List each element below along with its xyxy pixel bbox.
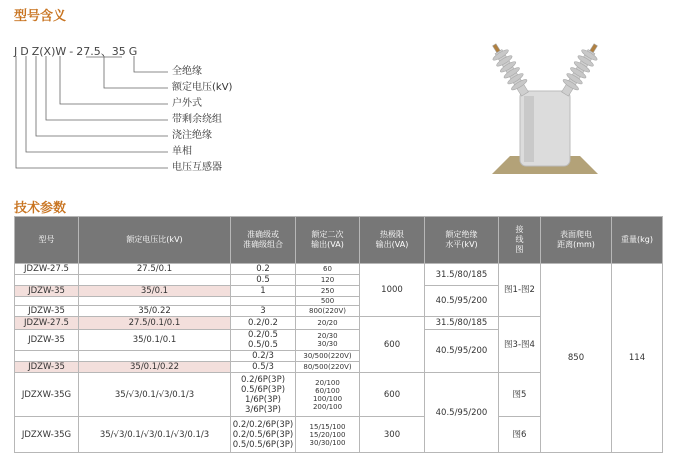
table-cell: 图3-图4 [499,317,541,373]
table-cell: 600 [360,373,425,417]
table-cell: 0.5 [231,275,296,286]
table-cell: JDZW-35 [15,362,79,373]
table-cell: 250 [296,286,360,297]
table-cell: JDZXW-35G [15,373,79,417]
table-cell: 80/500(220V) [296,362,360,373]
col-header: 接 线 图 [499,217,541,264]
col-header: 额定绝缘 水平(kV) [425,217,499,264]
table-cell: 35/0.1/0.22 [79,362,231,373]
table-cell: JDZW-35 [15,306,79,317]
col-header: 额定电压比(kV) [79,217,231,264]
table-cell: 35/0.1/0.1 [79,330,231,351]
table-cell: 0.2/3 [231,351,296,362]
table-cell: 31.5/80/185 [425,264,499,286]
table-cell: 120 [296,275,360,286]
table-cell: 3 [231,306,296,317]
table-cell: 800(220V) [296,306,360,317]
table-cell: 60 [296,264,360,275]
table-cell: 0.2 [231,264,296,275]
table-cell: 40.5/95/200 [425,330,499,373]
table-cell: JDZW-35 [15,330,79,351]
table-cell: 27.5/0.1/0.1 [79,317,231,330]
table-cell: 20/30 30/30 [296,330,360,351]
table-cell: 0.2/0.5 0.5/0.5 [231,330,296,351]
table-cell: JDZXW-35G [15,417,79,453]
legend-item: 额定电压(kV) [172,82,233,93]
table-cell [231,297,296,306]
table-cell: 35/√3/0.1/√3/0.1/√3/0.1/3 [79,417,231,453]
table-cell: 15/15/100 15/20/100 30/30/100 [296,417,360,453]
table-cell: 27.5/0.1 [79,264,231,275]
table-cell: 20/20 [296,317,360,330]
col-header: 额定二次 输出(VA) [296,217,360,264]
table-cell: 20/100 60/100 100/100 200/100 [296,373,360,417]
table-cell: 31.5/80/185 [425,317,499,330]
table-cell [15,351,79,362]
parameter-table [14,216,663,453]
table-cell: 35/0.22 [79,306,231,317]
table-cell: 0.2/0.2/6P(3P) 0.2/0.5/6P(3P) 0.5/0.5/6P(3P) [231,417,296,453]
table-cell: 40.5/95/200 [425,286,499,317]
table-cell [79,275,231,286]
legend-item: 单相 [172,146,192,157]
legend-item: 浇注绝缘 [172,130,212,141]
col-header: 重量(kg) [612,217,663,264]
table-cell [15,297,79,306]
table-cell [79,351,231,362]
section-title-params: 技术参数 [14,201,67,216]
table-cell: 0.5/3 [231,362,296,373]
legend-item: 带剩余绕组 [172,114,222,125]
table-cell: JDZW-27.5 [15,264,79,275]
transformer-photo [480,36,610,186]
col-header: 表面爬电 距离(mm) [541,217,612,264]
table-cell: 500 [296,297,360,306]
table-cell: 图6 [499,417,541,453]
table-cell: 35/√3/0.1/√3/0.1/3 [79,373,231,417]
table-row [15,264,663,275]
col-header: 准确级或 准确级组合 [231,217,296,264]
table-cell: 114 [612,264,663,453]
col-header: 型号 [15,217,79,264]
table-cell: 40.5/95/200 [425,373,499,453]
legend-item: 全绝缘 [172,66,202,77]
table-cell: 850 [541,264,612,453]
table-cell: 300 [360,417,425,453]
table-cell: JDZW-27.5 [15,317,79,330]
table-cell: 0.2/0.2 [231,317,296,330]
table-cell: 图1-图2 [499,264,541,317]
table-cell: 1 [231,286,296,297]
table-cell: 1000 [360,264,425,317]
table-cell: 0.2/6P(3P) 0.5/6P(3P) 1/6P(3P) 3/6P(3P) [231,373,296,417]
table-cell: 35/0.1 [79,286,231,297]
model-code: J D Z(X)W - 27.5、35 G [14,45,138,58]
table-cell: 600 [360,317,425,373]
table-cell: 30/500(220V) [296,351,360,362]
table-cell [15,275,79,286]
table-cell [79,297,231,306]
table-cell: JDZW-35 [15,286,79,297]
col-header: 热极限 输出(VA) [360,217,425,264]
table-cell: 图5 [499,373,541,417]
table-header-row [15,217,663,264]
legend-item: 户外式 [172,98,202,109]
section-title-model: 型号含义 [14,9,67,24]
legend-item: 电压互感器 [172,162,222,173]
